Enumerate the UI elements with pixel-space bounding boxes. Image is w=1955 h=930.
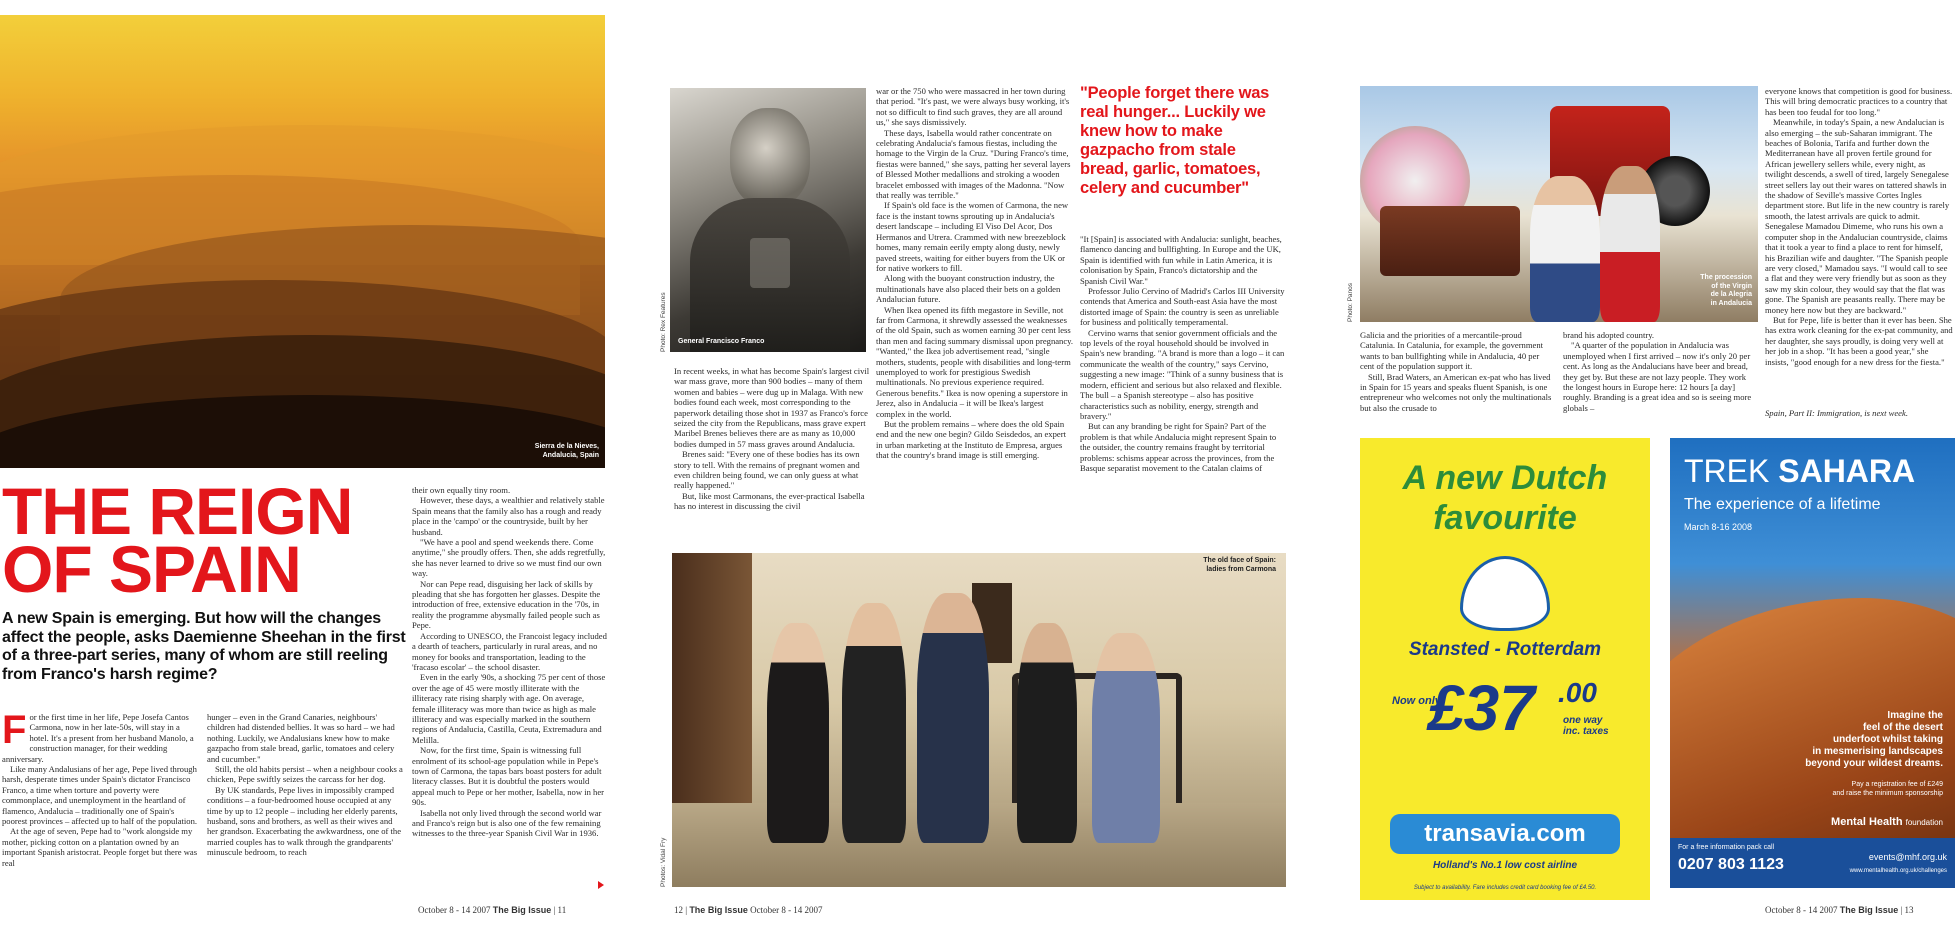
- p1-column-1: F or the first time in her life, Pepe Josefa Cantos Carmona, now in her late-50s, will stay in a hotel. It's a present from her husband Manolo, a construction manager, for their wedding anniversary. Like many Andalusians of her age, Pepe lived through harsh, desperate times under Spain's dictator Francisco Franco, a time when torture and poverty were commonplace, and unemployment in the heartland of flamenco, Andalucia – traditionally one of Spain's poorest provinces – affected up to half of the population. At the age of seven, Pepe had to "work alongside my mother, picking cotton on a plantation owned by an important Spanish aristocrat. People forget but there was real: [2, 712, 198, 868]
- phone-number[interactable]: 0207 803 1123: [1678, 856, 1784, 873]
- p3-column-c: everyone knows that competition is good for business. This will bring democratic practices to a country that has been too feudal for too long." Meanwhile, in today's Spain, a new Andalucian is also emerging – the sub-Saharan immigrant. The beaches of Bolonia, Tarifa and further down the Mediterranean have all proven fertile ground for African jewellery sellers while, every night, as twilight descends, a swell of tired, largely Senegalese street sellers lay out their wares on tattered shawls in the shadow of Seville's massive Cortes Ingles department store. But life in the new country is rarely smooth, the latest arrivals are quick to admit. Senegalese Mamadou Dimeme, who runs his own a computer shop in the Andalucian countryside, claims that it took a year to find a place to rent for himself, his Brazilian wife and daughter. "The Spanish people are very closed," Mamadou says. "I would call to see a flat and they were very friendly but as soon as they saw my skin colour, they would say that the flat was gone. The Spanish are peasants really. There may be money here now but they are backward." But for Pepe, life is better than it ever has been. She has extra work cleaning for the ex-pat community, and her daughter, she says proudly, is doing very well at her job in a shop. "It has been a good year," she insists, "good enough for a new dress for the fiesta.": [1765, 86, 1953, 367]
- page-folio-12: 12 | The Big Issue October 8 - 14 2007: [674, 905, 823, 915]
- franco-photo: [670, 88, 866, 352]
- p2-column-1: In recent weeks, in what has become Spain's largest civil war mass grave, more than 900 bodies – many of them women and babies – were dug up in Malaga. With new bodies found each week, most corresponding to the paperwork detailing those shot in 1937 as Franco's force seized the city from the Republicans, mass grave expert Maribel Brenes believes there are as many as 10,000 bodies dumped in 57 mass graves around Andalucia. Brenes said: "Every one of these bodies has its own story to tell. With the remains of pregnant women and even children being found, we can only guess at what really happened." But, like most Carmonans, the ever-practical Isabella has no interest in discussing the civil: [674, 366, 870, 512]
- franco-caption: General Francisco Franco: [678, 337, 765, 345]
- standfirst: A new Spain is emerging. But how will the changes affect the people, asks Daemienne Sheehan in the first of a three-part series, many of whom are still reeling from Franco's harsh regime?: [2, 610, 406, 683]
- transavia-ad[interactable]: A new Dutch favourite Stansted - Rotterdam Now only £37 .00 one way inc. taxes transavia.com Holland's No.1 low cost airline Subject to availability. Fare includes credit card booking fee of £4.50.: [1360, 438, 1650, 900]
- carmona-women-photo: [672, 553, 1286, 887]
- p1-column-2: hunger – even in the Grand Canaries, neighbours' children had distended bellies. It was so hard – we had nothing. Luckily, we Andalusians knew how to make gazpacho from stale bread, garlic, tomatoes and celery and cucumber." Still, the old habits persist – when a neighbour cooks a chicken, Pepe swiftly seizes the carcass for her dog. By UK standards, Pepe lives in impossibly cramped conditions – a four-bedroomed house occupied at any time by up to 12 people – including her elderly parents, husband, sons and brothers, as well as their wives and her grandson. Exacerbating the awkwardness, one of the married couples has to walk through the grandparents' minuscule bedroom, to reach: [207, 712, 403, 858]
- fiesta-photo: [1360, 86, 1758, 322]
- next-week-note: Spain, Part II: Immigration, is next week.: [1765, 408, 1908, 418]
- page-folio-13: October 8 - 14 2007 The Big Issue | 13: [1765, 905, 1914, 915]
- p2-column-3: "It [Spain] is associated with Andalucia: sunlight, beaches, flamenco dancing and bullfighting. In Europe and the UK, Spain is identified with fun while in Latin America, it is colonisation by Spain, Franco's dictatorship and the Spanish Civil War." Professor Julio Cervino of Madrid's Carlos III University contends that America and South-east Asia have the most distorted image of Spain: the country is seen as unreliable for business and politically temperamental. Cervino warns that senior government officials and the top levels of the royal household should be involved in Spain's new branding. "A brand is more than a logo – it can communicate the wealth of the country," says Cervino, suggesting a new image: "Think of a sunny business that is modern, efficient and serious but also relaxed and flexible. The bull – a Spanish stereotype – also has positive characteristics such as nobility, energy, strength and bravery." But can any branding be right for Spain? Part of the problem is that while Andalucia might represent Spain to the outsider, the country remains fraught by territorial problems: schisms appear across the provinces, from the Basque separatist movement to the Catalan claims of: [1080, 234, 1285, 473]
- page-folio-11: October 8 - 14 2007 The Big Issue | 11: [418, 905, 567, 915]
- fiesta-caption: The procession of the Virgin de la Alegria in Andalucia: [1700, 274, 1752, 307]
- trek-headline: TREK SAHARA: [1684, 453, 1916, 489]
- transavia-logo: transavia.com: [1390, 814, 1620, 854]
- p1-column-3: their own equally tiny room. However, these days, a wealthier and relatively stable Spain means that the family also has a rough and ready place in the 'campo' or the countryside, built by her husband. "We have a pool and spend weekends there. Come anytime," she proudly offers. Then, she adds regretfully, she has never learned to drive so we must find our own way. Nor can Pepe read, disguising her lack of skills by pleading that she has forgotten her glasses. Despite the introduction of free, extensive education in the '70s, in reality the programme abysmally failed people such as Pepe. According to UNESCO, the Francoist legacy included a dearth of teachers, particularly in rural areas, and no money for books and transportation, leading to the 'fracaso escolar' – the school disaster. Even in the early '90s, a shocking 75 per cent of those over the age of 45 were mostly illiterate with the illiteracy rate rising sharply with age. On average, female illiteracy was more than twice as high as male illiteracy and was especially marked in the southern regions of Andalucia, Castilla, Ceuta, Extremadura and Melilla. Now, for the first time, Spain is witnessing full enrolment of its school-age population while in Pepe's town of Carmona, the tapas bars boast posters for adult literacy classes. But it is doubtful the posters would appeal much to Pepe or her mother, Isabella, now in her 90s. Isabella not only lived through the second world war and Franco's reign but is also one of the few remaining witnesses to the three-year Spanish Civil War in 1936.: [412, 485, 607, 839]
- page-left: [0, 0, 610, 930]
- pull-quote: "People forget there was real hunger... Luckily we knew how to make gazpacho from stale bread, garlic, tomatoes, celery and cucumber": [1080, 84, 1270, 197]
- email-link[interactable]: events@mhf.org.uk: [1868, 852, 1947, 862]
- sierra-photo: [0, 15, 605, 468]
- end-marker-icon: [598, 881, 604, 889]
- web-link[interactable]: www.mentalhealth.org.uk/challenges: [1849, 868, 1947, 874]
- ad-headline: A new Dutch favourite: [1402, 459, 1608, 537]
- franco-credit: Photo: Rex Features: [660, 292, 667, 352]
- women-caption: The old face of Spain: ladies from Carmona: [1203, 557, 1276, 573]
- page-middle: [660, 0, 1290, 930]
- trek-sahara-ad[interactable]: TREK SAHARA The experience of a lifetime March 8-16 2008 Imagine the feel of the desert underfoot whilst taking in mesmerising landscapes beyond your wildest dreams. Pay a registration fee of £249 and raise the minimum sponsorship Mental Health foundation For a free information pack call 0207 803 1123 events@mhf.org.uk www.mentalhealth.org.uk/challenges: [1670, 438, 1955, 888]
- info-bar: For a free information pack call 0207 803 1123 events@mhf.org.uk www.mentalhealth.org.uk/challenges: [1670, 838, 1955, 888]
- trek-tagline: Imagine the feel of the desert underfoot whilst taking in mesmerising landscapes beyond your wildest dreams.: [1805, 710, 1943, 769]
- article-headline: THE REIGN OF SPAIN: [2, 474, 353, 606]
- p2-column-2: war or the 750 who were massacred in her town during that period. "It's past, we were always busy working, it's not so difficult to find such graves, they are all around us," she says dismissively. These days, Isabella would rather concentrate on celebrating Andalucia's famous fiestas, including the homage to the Virgin de la Cruz. "During Franco's time, fiestas were banned," she says, patting her several layers of Blessed Mother medallions and stroking a wooden bracelet embossed with images of the Madonna. "Now that really was terrible." If Spain's old face is the women of Carmona, the new face is the instant towns sprouting up in Andalucia's desert landscape – including El Viso Del Acor, Dos Hermanos and Utrera. Crammed with new breezeblock homes, many remain eerily empty along dusty, newly paved streets, waiting for either buyers from the UK or for native workers to fill. Along with the buoyant construction industry, the multinationals have also placed their bets on a golden Andalucian future. When Ikea opened its fifth megastore in Seville, not far from Carmona, it shrewdly assessed the weaknesses of the old Spain, such as women earning 30 per cent less than men and facing summary dismissal upon pregnancy. "Wanted," the Ikea job advertisement read, "single mothers, students, people with disabilities and long-term unemployed to work for prestigious Swedish multinationals. No previous experience required. Generous benefits." Ikea is now opening a superstore in Jerez, also in Andalucia – it will be Ikea's largest complex in the world. But the problem remains – where does the old Spain end and the new one begin? Gildo Seisdedos, an expert in urban marketing at the Instituto de Empresa, argues that the country's brand image is still emerging.: [876, 86, 1074, 461]
- tulip-icon: [1460, 556, 1550, 631]
- mental-health-logo: Mental Health foundation: [1831, 816, 1943, 828]
- p3-column-b: brand his adopted country. "A quarter of the population in Andalucia was unemployed when I first arrived – now it's only 20 per cent. As long as the Andalucians have beer and bread, they get by. But these are not lazy people. They work the longest hours in Europe here: 12 hours [a day] roughly. Branding is a great idea and so is seeing more globals –: [1563, 330, 1752, 413]
- dropcap: F: [2, 712, 27, 752]
- p3-column-a: Galicia and the priorities of a mercantile-proud Catalunia. In Catalunia, for example, the government wants to ban bullfighting while in Andalucia, 40 per cent of the population support it. Still, Brad Waters, an American ex-pat who has lived in Spain for 15 years and speaks fluent Spanish, is one entrepreneur who welcomes not only the multinationals but also the crusade to: [1360, 330, 1552, 413]
- women-credit: Photos: Vidal Fry: [660, 837, 667, 887]
- fiesta-credit: Photo: Panos: [1347, 282, 1354, 322]
- sierra-caption: Sierra de la Nieves, Andalucia, Spain: [534, 443, 599, 459]
- page-right: [1345, 0, 1955, 930]
- price-banner: Stansted - Rotterdam Now only £37 .00 one way inc. taxes: [1378, 633, 1632, 803]
